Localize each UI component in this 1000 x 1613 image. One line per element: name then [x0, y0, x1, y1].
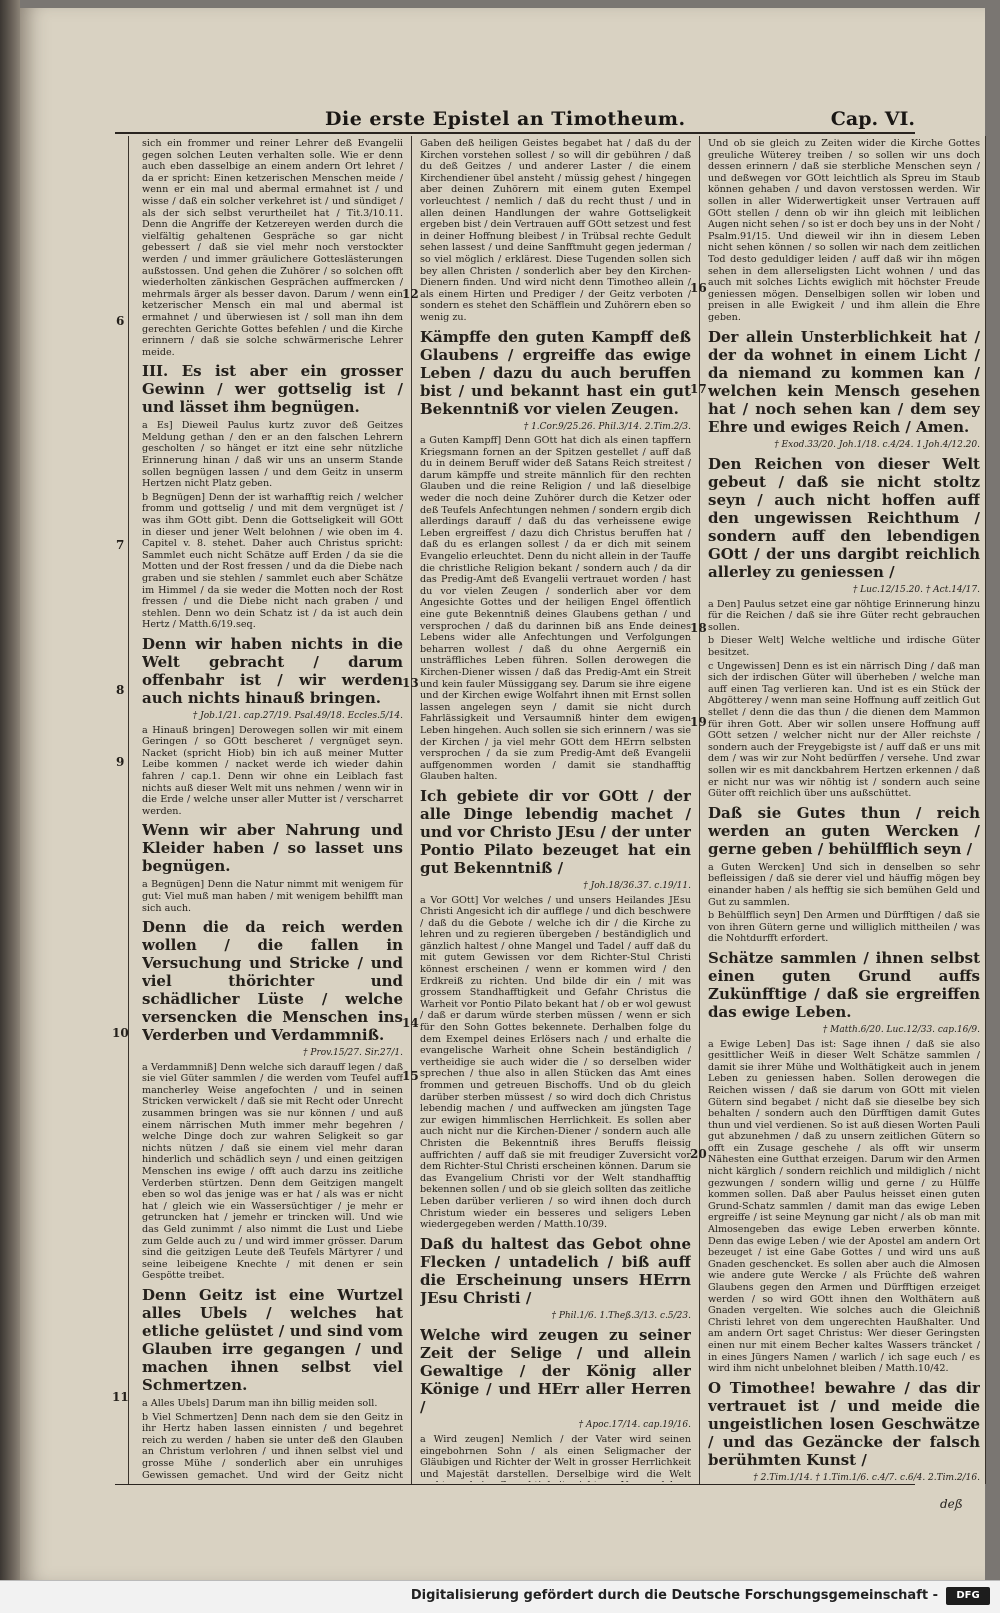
- verse-text: Denn Geitz ist eine Wurtzel alles Ubels / welches hat etliche gelüstet / und sind vom Glauben irre gegangen / und machen ihnen selbst viel Schmertzen.: [142, 1285, 403, 1394]
- verse-number: 10: [112, 1026, 129, 1040]
- cross-reference: † Apoc.17/14. cap.19/16.: [578, 1420, 691, 1431]
- dfg-logo: DFG: [946, 1587, 990, 1605]
- footer-text: Digitalisierung gefördert durch die Deutsche Forschungsgemeinschaft -: [410, 1588, 938, 1603]
- commentary-paragraph: b Begnügen] Denn der ist warhafftig reich / welcher fromm und gottselig / und mit dem vergnüget ist / was ihm GOtt gibt. Denn die Gottseligkeit will GOtt in dieser und jener Welt belohnen / wie oben im 4. Capitel v. 8. stehet. Daher auch Christus spricht: Sammlet euch nicht Schätze auff Erden / da sie die Motten und der Rost fressen / und da die Diebe nach graben und sie stehlen / sammlet euch aber Schätze im Himmel / da sie weder die Motten noch der Rost fressen / und die Diebe nicht nach graben / und stehlen. Denn wo dein Schatz ist / da ist auch dein Hertz / Matth.6/19.seq.: [142, 491, 403, 631]
- column-rule-left: [128, 136, 129, 1484]
- catchword: deß: [940, 1497, 963, 1511]
- verse-number: 9: [116, 755, 125, 769]
- commentary-paragraph: a Es] Dieweil Paulus kurtz zuvor deß Geitzes Meldung gethan / den er an den falschen Lehrern gescholten / so hänget er itzt eine sehr nützliche Erinnerung hinan / daß wir uns an unserm Stande sollen begnügen lassen / und dem Geitz in unserm Hertzen nicht Platz geben.: [142, 420, 403, 490]
- verse-text: Denn die da reich werden wollen / die fallen in Versuchung und Stricke / und viel thörichter und schädlicher Lüste / welche versencken die Menschen ins Verderben und Verdammniß.: [142, 918, 403, 1045]
- commentary-paragraph: c Ungewissen] Denn es ist ein närrisch Ding / daß man sich der irdischen Güter will überheben / welche man auff einen Tag verlieren kan. Und ist es ein Stück der Abgötterey / wenn man seine Hoffnung auff zeitlich Gut stellet / denn die das thun / die dienen dem Mammon für ihren Gott. Aber wir sollen unsere Hoffnung auff GOtt setzen / welcher nicht nur der Aller reichste / sondern auch der Freygebigste ist / auff daß er uns mit dem / was wir zur Noht bedürffen / versehe. Und zwar sollen wir es mit danckbahrem Hertzen erkennen / daß er nicht nur was wir nöhtig ist / sondern auch seine Güter offt reichlich über uns außschüttet.: [708, 660, 980, 800]
- cross-reference: † 1.Cor.9/25.26. Phil.3/14. 2.Tim.2/3.: [523, 421, 691, 432]
- commentary-paragraph: a Wird zeugen] Nemlich / der Vater wird seinen eingebohrnen Sohn / als einen Seligmacher der Gläubigen und Richter der Welt in grosser Herrlichkeit und Majestät darstellen. Derselbige wird die Welt: [420, 1433, 691, 1480]
- verse-text: Den Reichen von dieser Welt gebeut / daß sie nicht stoltz seyn / auch nicht hoffen auff den ungewissen Reichthum / sondern auff den lebendigen GOtt / der uns dargibt reichlich allerley zu geniessen /: [708, 455, 980, 582]
- commentary-paragraph: sich ein frommer und reiner Lehrer deß Evangelii gegen solchen Leuten verhalten solle. Wie er denn auch eben dasselbige an einem andern Ort lehret / da er spricht: Einen ketzerischen Menschen meide / wenn er ein mal und abermal ermahnet ist / und wisse / daß ein solcher verkehret ist / und sündiget / als der sich selbst verurtheilet hat / Tit.3/10.11. Denn die Angriffe der Ketzereyen werden durch die vielfältig gehaltenen Gespräche so gar nicht gebessert / daß sie viel mehr noch verstockter werden / und immer gräulichere Gotteslästerungen außstossen. Und gehen die Zuhörer / so solchen offt wiederholten zänkischen Gesprächen auffmercken / mehrmals ärger als besser davon. Darum / wenn ein ketzerischer Mensch ein mal und abermal ist ermahnet / und überwiesen ist / soll man ihn dem gerechten Gerichte Gottes befehlen / und die Kirche erinnern / daß sie solche schwärmerische Lehrer meide.: [142, 138, 403, 358]
- commentary-paragraph: a Alles Ubels] Darum man ihn billig meiden soll.: [142, 1397, 378, 1409]
- verse-text: O Timothee! bewahre / das dir vertrauet ist / und meide die ungeistlichen losen Geschwätze / und das Gezäncke der falsch berühmten Kunst /: [708, 1378, 980, 1469]
- verse-text: III. Es ist aber ein grosser Gewinn / wer gottselig ist / und lässet ihm begnügen.: [142, 362, 403, 417]
- verse-number: 18: [690, 621, 707, 635]
- verse-number: 7: [116, 538, 125, 552]
- cross-reference: † Matth.6/20. Luc.12/33. cap.16/9.: [822, 1024, 980, 1035]
- chapter-label: Cap. VI.: [830, 108, 915, 130]
- verse-text: Denn wir haben nichts in die Welt gebracht / darum offenbahr ist / wir werden auch nichts hinauß bringen.: [142, 634, 403, 707]
- column-rule-2: [699, 136, 700, 1484]
- commentary-paragraph: a Den] Paulus setzet eine gar nöhtige Erinnerung hinzu für die Reichen / daß sie ihre Güter recht gebrauchen sollen.: [708, 598, 980, 633]
- verse-text: Ich gebiete dir vor GOtt / der alle Dinge lebendig machet / und vor Christo JEsu / der unter Pontio Pilato bezeuget hat ein gut Bekenntniß /: [420, 786, 691, 877]
- commentary-paragraph: a Begnügen] Denn die Natur nimmt mit wenigem für gut: Viel muß man haben / mit wenigem behilfft man sich auch.: [142, 879, 403, 914]
- cross-reference: † Job.1/21. cap.27/19. Psal.49/18. Eccles.5/14.: [192, 710, 403, 721]
- verse-number: 17: [690, 382, 707, 396]
- text-column-3: [708, 138, 980, 1482]
- commentary-paragraph: a Verdammniß] Denn welche sich darauff legen / daß sie viel Güter sammlen / die werden vom Teufel auff mancherley Weise angefochten / und in seinen Stricken verwickelt / daß sie mit Recht oder Unrecht zusammen bringen was sie nur können / und auß einem närrischen Muth immer mehr begehren / welche Dinge doch zur wahren Seligkeit so gar nichts nützen / daß sie einem viel mehr daran hinderlich und schädlich seyn / und einen geitzigen Menschen ins ewige / offt auch darzu ins zeitliche Verderben stürtzen. Denn dem Geitzigen mangelt eben so wol das jenige was er hat / als was er nicht hat / gleich wie ein Wassersüchtiger / je mehr er getruncken hat / jemehr er trincken will. Und wie das Geld zunimmt / also nimmt die Lust und Liebe zum Gelde auch zu / und wird immer grösser. Darum sind die geitzigen Leute deß Teufels Märtyrer / und seine leibeigene Knechte / mit denen er sein Gespötte treibet.: [142, 1061, 403, 1282]
- verse-text: Daß sie Gutes thun / reich werden an guten Wercken / gerne geben / behülfflich seyn /: [708, 803, 980, 858]
- cross-reference: † Phil.1/6. 1.Theß.3/13. c.5/23.: [551, 1310, 691, 1321]
- column-rule-right: [985, 136, 986, 1484]
- verse-text: Welche wird zeugen zu seiner Zeit der Selige / und allein Gewaltige / der König aller Könige / und HErr aller Herren /: [420, 1326, 691, 1417]
- verse-number: 14: [402, 1016, 419, 1030]
- cross-reference: † Luc.12/15.20. † Act.14/17.: [852, 585, 980, 596]
- verse-text: Wenn wir aber Nahrung und Kleider haben / so lasset uns begnügen.: [142, 821, 403, 876]
- verse-text: Daß du haltest das Gebot ohne Flecken / untadelich / biß auff die Erscheinung unsers HErrn JEsu Christi /: [420, 1234, 691, 1307]
- verse-number: 15: [402, 1069, 419, 1083]
- verse-number: 16: [690, 281, 707, 295]
- cross-reference: † Prov.15/27. Sir.27/1.: [303, 1048, 403, 1059]
- running-header: [115, 108, 915, 130]
- commentary-paragraph: b Viel Schmertzen] Denn nach dem sie den Geitz in ihr Hertz haben lassen einnisten / und begehret reich zu werden / haben sie unter deß den Glauben an Christum verlohren / und ihnen selbst viel und grosse Mühe / sonderlich aber ein unruhiges Gewissen gemachet. Und wird der Geitz nicht: [142, 1411, 403, 1481]
- commentary-paragraph: Und ob sie gleich zu Zeiten wider die Kirche Gottes greuliche Wüterey treiben / so sollen wir uns doch dessen erinnern / daß sie sterbliche Menschen seyn / und deßwegen vor GOtt leichtlich als Spreu im Staub können gehaben / und davon verstossen werden. Wir sollen in aller Widerwertigkeit unser Vertrauen auff GOtt stellen / denn ob wir ihn gleich mit leiblichen Augen nicht sehen / so ist er doch bey uns in der Noht / Psalm.91/15. Und dieweil wir ihn in diesem Leben nicht sehen können / so sollen wir nach dem zeitlichen Tod desto geduldiger leiden / auff daß wir ihn mögen sehen in dem allerseligsten Licht wohnen / und das auch mit solches Lichts ewiglich mit höchster Freude geniessen mögen. Denselbigen sollen wir loben und preisen in alle Ewigkeit / und ihm allein die Ehre geben.: [708, 138, 980, 323]
- commentary-paragraph: Gaben deß heiligen Geistes begabet hat / daß du der Kirchen vorstehen sollest / so will dir gebühren / daß du deß Geitzes / und anderer Laster / die einem Kirchendiener übel ansteht / müssig gehest / hingegen aber deinen Zuhörern mit einem guten Exempel vorleuchtest / nemlich / daß du recht thust / und in allen deinen Handlungen der wahre Gottseligkeit ergeben bist / dein Vertrauen auff GOtt setzest und fest in deiner Hoffnung bleibest / in Trübsal rechte Gedult sehen lassest / und deine Sanfftmuht gegen jederman / so viel möglich / erklärest. Diese Tugenden sollen sich bey allen Christen / sonderlich aber bey den Kirchen-Dienern finden. Und wird nicht denn Timotheo allein / als einem Hirten und Prediger / der Geitz verboten / sondern es stehet den Schäfflein und Zuhörern eben so wenig zu.: [420, 138, 691, 323]
- verse-number: 11: [112, 1390, 129, 1404]
- verse-number: 6: [116, 314, 125, 328]
- text-column-2: [420, 138, 691, 1482]
- page-title: Die erste Epistel an Timotheum.: [325, 108, 686, 130]
- verse-number: 13: [402, 676, 419, 690]
- column-rule-1: [411, 136, 412, 1484]
- verse-number: 19: [690, 715, 707, 729]
- footer-rule: [115, 1484, 915, 1485]
- digitization-footer: [0, 1580, 1000, 1613]
- commentary-paragraph: a Guten Wercken] Und sich in denselben so sehr befleissigen / daß sie derer viel und häuffig mögen bey einander haben / als hefftig sie sich bemühen Geld und Gut zu sammlen.: [708, 861, 980, 908]
- commentary-paragraph: a Ewige Leben] Das ist: Sage ihnen / daß sie also gesittlicher Weiß in dieser Welt Schätze sammlen / damit sie ihrer Mühe und Wolthätigkeit auch in jenem Leben zu geniessen haben. Sollen derowegen die Reichen wissen / daß sie darum von GOtt mit vielen Gütern sind begabet / nicht daß sie dieselbe bey sich behalten / sondern auch den Dürfftigen damit Gutes thun und viel verdienen. So ist auß diesen Worten Pauli gut abzunehmen / daß zu unsern zeitlichen Gütern so offt ein Zusage geschehe / als offt wir unserm Nähesten eine Gutthat erzeigen. Darum wir den Armen nicht kärglich / sondern reichlich und mildiglich / nicht gezwungen / sondern willig und gerne / zu Hülffe kommen sollen. Daß aber Paulus heisset einen guten Grund-Schatz sammlen / damit man das ewige Leben ergreiffe / ist seine Meynung gar nicht / als ob man mit Almosengeben das ewige Leben erwerben könnte. Denn das ewige Leben / wie der Apostel am andern Ort bezeuget / ist eine Gabe Gottes / und wird uns auß Gnaden geschencket. Es sollen aber auch die Almosen wie andere gute Wercke / als Früchte deß wahren Glaubens gegen den Armen und Dürfftigen erzeiget werden / so wird GOtt ihnen den Wolthätern auß Gnaden vergelten. Wie solches auch die Gleichniß Christi lehret von dem ungerechten Haußhalter. Und am andern Ort saget Christus: Wer dieser Geringsten einen nur mit einem Becher kaltes Wassers träncket / in eines Jüngers Namen / warlich / ich sage euch / es wird ihm nicht unbelohnet bleiben / Matth.10/42.: [708, 1038, 980, 1375]
- cross-reference: † Exod.33/20. Joh.1/18. c.4/24. 1.Joh.4/12.20.: [774, 439, 980, 450]
- verse-text: Kämpffe den guten Kampff deß Glaubens / ergreiffe das ewige Leben / dazu du auch beruffen bist / und bekannt hast ein gut Bekenntniß vor vielen Zeugen.: [420, 327, 691, 418]
- commentary-paragraph: a Vor GOtt] Vor welches / und unsers Heilandes JEsu Christi Angesicht ich dir aufflege / und dich beschwere / daß du die Gebote / welche ich dir / die Kirche zu lehren und zu regieren übergeben / beständiglich und gänzlich haltest / ohne Mangel und Tadel / auff daß du mit gutem Gewissen vor dem Richter-Stul Christi könnest erscheinen / wenn er kommen wird / den Erdkreiß zu richten. Und bilde dir ein / mit was grossem Standhafftigkeit und Gefahr Christus die Warheit vor Pontio Pilato bekant hat / ob er wol gewust / daß er darum würde sterben müssen / wenn er sich für den Sohn Gottes bekennete. Derhalben folge du dem Exempel deines Erlösers nach / und erhalte die evangelische Warheit ohne Schein beständiglich / vertheidige sie auch wider die / so derselben wider sprechen / thue also in allen Stücken das Amt eines frommen und getreuen Bischoffs. Und ob du gleich darüber sterben müssest / so wird doch dich Christus lebendig machen / und auffwecken am jüngsten Tage zur ewigen himmlischen Herrlichkeit. Es sollen aber auch nicht nur die Kirchen-Diener / sondern auch alle Christen die Bekenntniß ihres Beruffs fleissig auffrichten / auff daß sie mit freudiger Zuversicht vor dem Richter-Stul Christi erscheinen können. Darum sie das Evangelium Christi vor der Welt standhafftig bekennen sollen / und ob sie gleich sollten das zeitliche Leben darüber verlieren / so wird ihnen doch durch Christum wieder ein besseres und seligers Leben wiedergegeben werden / Matth.10/39.: [420, 894, 691, 1231]
- cross-reference: † 2.Tim.1/14. † 1.Tim.1/6. c.4/7. c.6/4. 2.Tim.2/16.: [753, 1472, 980, 1482]
- book-spine: [0, 0, 20, 1580]
- text-column-1: [142, 138, 403, 1482]
- verse-number: 20: [690, 1147, 707, 1161]
- cross-reference: † Joh.18/36.37. c.19/11.: [583, 880, 691, 891]
- commentary-paragraph: b Dieser Welt] Welche weltliche und irdische Güter besitzet.: [708, 635, 980, 659]
- header-rule: [115, 132, 915, 134]
- verse-text: Schätze sammlen / ihnen selbst einen guten Grund auffs Zukünfftige / daß sie ergreiffen das ewige Leben.: [708, 948, 980, 1021]
- commentary-paragraph: a Hinauß bringen] Derowegen sollen wir mit einem Geringen / so GOtt bescheret / vergnüget seyn. Nacket (spricht Hiob) bin ich auß meiner Mutter Leibe kommen / nacket werde ich wieder dahin fahren / cap.1. Denn wir ohne ein Leiblach fast nichts auß dieser Welt mit uns nehmen / wenn wir in die Erde / welche unser aller Mutter ist / verscharret werden.: [142, 724, 403, 817]
- commentary-paragraph: a Guten Kampff] Denn GOtt hat dich als einen tapffern Kriegsmann fornen an der Spitzen gestellet / auff daß du in deinem Beruff wider deß Satans Reich streitest / darum kämpffe und streite männlich für den rechten Glauben und die reine Religion / und laß dieselbige weder die noch deine Zuhörer durch die Ketzer oder deß Teufels Anfechtungen nehmen / sondern ergib dich allerdings darauff / daß du das verheissene ewige Leben ergreiffest / dazu dich Christus beruffen hat / daß du es erlangen sollest / da er dich mit seinem Evangelio erleuchtet. Denn du nicht allein in der Tauffe die christliche Religion bekant / sondern auch / da dir das Predig-Amt deß Evangelii vertrauet worden / hast du vor vielen Zeugen / sonderlich aber vor dem Angesichte Gottes und der heiligen Engel öffentlich eine gute Bekenntniß deines Glaubens gethan / und versprochen / daß du darinnen biß ans Ende deines Lebens wider alle Anfechtungen und Verfolgungen beharren wollest / daß du ohne Aergerniß ein unsträffliches Leben führen. Sollen derowegen die Kirchen-Diener wissen / daß das Predig-Amt ein Streit und kein fauler Müssiggang sey. Darum sie ihre eigene und der Kirchen ewige Wolfahrt ihnen mit Ernst sollen lassen angelegen seyn / damit sie nicht durch Fahrlässigkeit und Versaumniß hinter dem ewigen Leben hingehen. Auch sollen sie sich erinnern / was sie der Kirchen / ja viel mehr GOtt dem HErrn selbsten versprochen / da sie zum Predig-Amt deß Evangelii auffgenommen worden / damit sie standhafftig Glauben halten.: [420, 435, 691, 783]
- verse-number: 8: [116, 683, 125, 697]
- verse-number: 12: [402, 287, 419, 301]
- commentary-paragraph: b Behülfflich seyn] Den Armen und Dürfftigen / daß sie von ihren Gütern gerne und williglich mittheilen / was die Nohtdurfft erfordert.: [708, 910, 980, 945]
- verse-text: Der allein Unsterblichkeit hat / der da wohnet in einem Licht / da niemand zu kommen kan / welchen kein Mensch gesehen hat / noch sehen kan / dem sey Ehre und ewiges Reich / Amen.: [708, 327, 980, 436]
